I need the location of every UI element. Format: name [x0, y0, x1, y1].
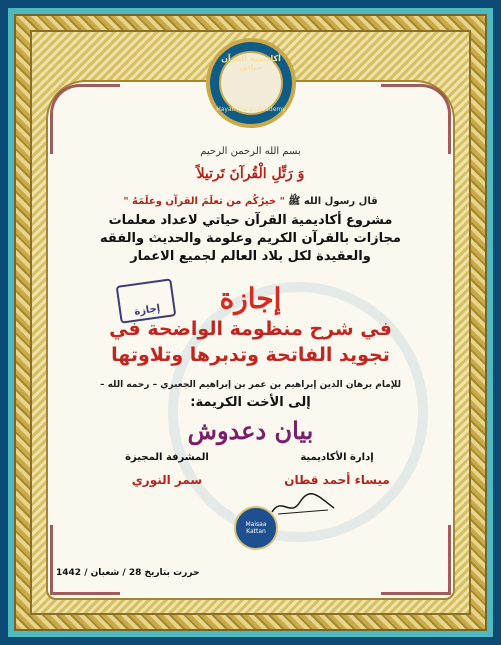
logo-english-text: Hayati Quran Academy	[216, 106, 286, 113]
hadith-text: " خيرُكُم من تعلَمَ القرآن وعلَمَهُ "	[123, 196, 285, 207]
basmala: بسم الله الرحمن الرحيم	[200, 146, 301, 157]
hadith-prefix: قال رسول الله ﷺ	[288, 196, 378, 207]
recipient-name: بيان دعدوش	[187, 416, 314, 445]
academy-logo-icon	[206, 38, 296, 128]
intro-line-2: مجازات بالقرآن الكريم وعلومة والحديث والفقه	[100, 231, 401, 246]
signature-academy-admin	[262, 452, 412, 487]
signature-title: إدارة الأكاديمية	[300, 452, 374, 463]
stamp-label: إجازة	[133, 303, 161, 318]
author-line: للإمام برهان الدين إبراهيم بن عمر بن إبراهيم الجعبري – رحمه الله –	[99, 380, 402, 390]
intro-line-3: والعقيدة لكل بلاد العالم لجميع الاعمار	[130, 249, 371, 264]
logo-arabic-text: أكاديمية القرآن حياتي	[221, 54, 281, 72]
corner-ornament-icon	[381, 84, 451, 154]
signature-name: ميساء أحمد قطان	[284, 473, 390, 487]
signature-title: المشرفة المجيزة	[125, 452, 209, 463]
hadith-line	[50, 195, 451, 209]
signature-supervisor	[92, 452, 242, 487]
corner-ornament-icon	[381, 525, 451, 595]
certificate-title: إجازة	[219, 282, 282, 315]
seal-text: Maisaa Kattan	[245, 521, 267, 535]
issue-date: حررت بتاريخ 28 / شعبان / 1442	[56, 568, 200, 578]
corner-ornament-icon	[50, 84, 120, 154]
recipient-label: إلى الأخت الكريمة:	[190, 395, 311, 410]
quran-verse: وَ رَتِّلِ الْقُرآنَ تَرتيلاً	[196, 166, 305, 182]
intro-line-1: مشروع أكاديمية القرآن حياتي لاعداد معلمات	[108, 213, 393, 228]
academy-seal-icon	[234, 506, 278, 550]
handwritten-signature-icon	[268, 490, 338, 520]
signature-name: سمر النوري	[131, 473, 203, 487]
course-title-line-2: تجويد الفاتحة وتدبرها وتلاوتها	[111, 344, 390, 366]
corner-ornament-icon	[50, 525, 120, 595]
course-title-line-1: في شرح منظومة الواضحة في	[109, 318, 392, 340]
